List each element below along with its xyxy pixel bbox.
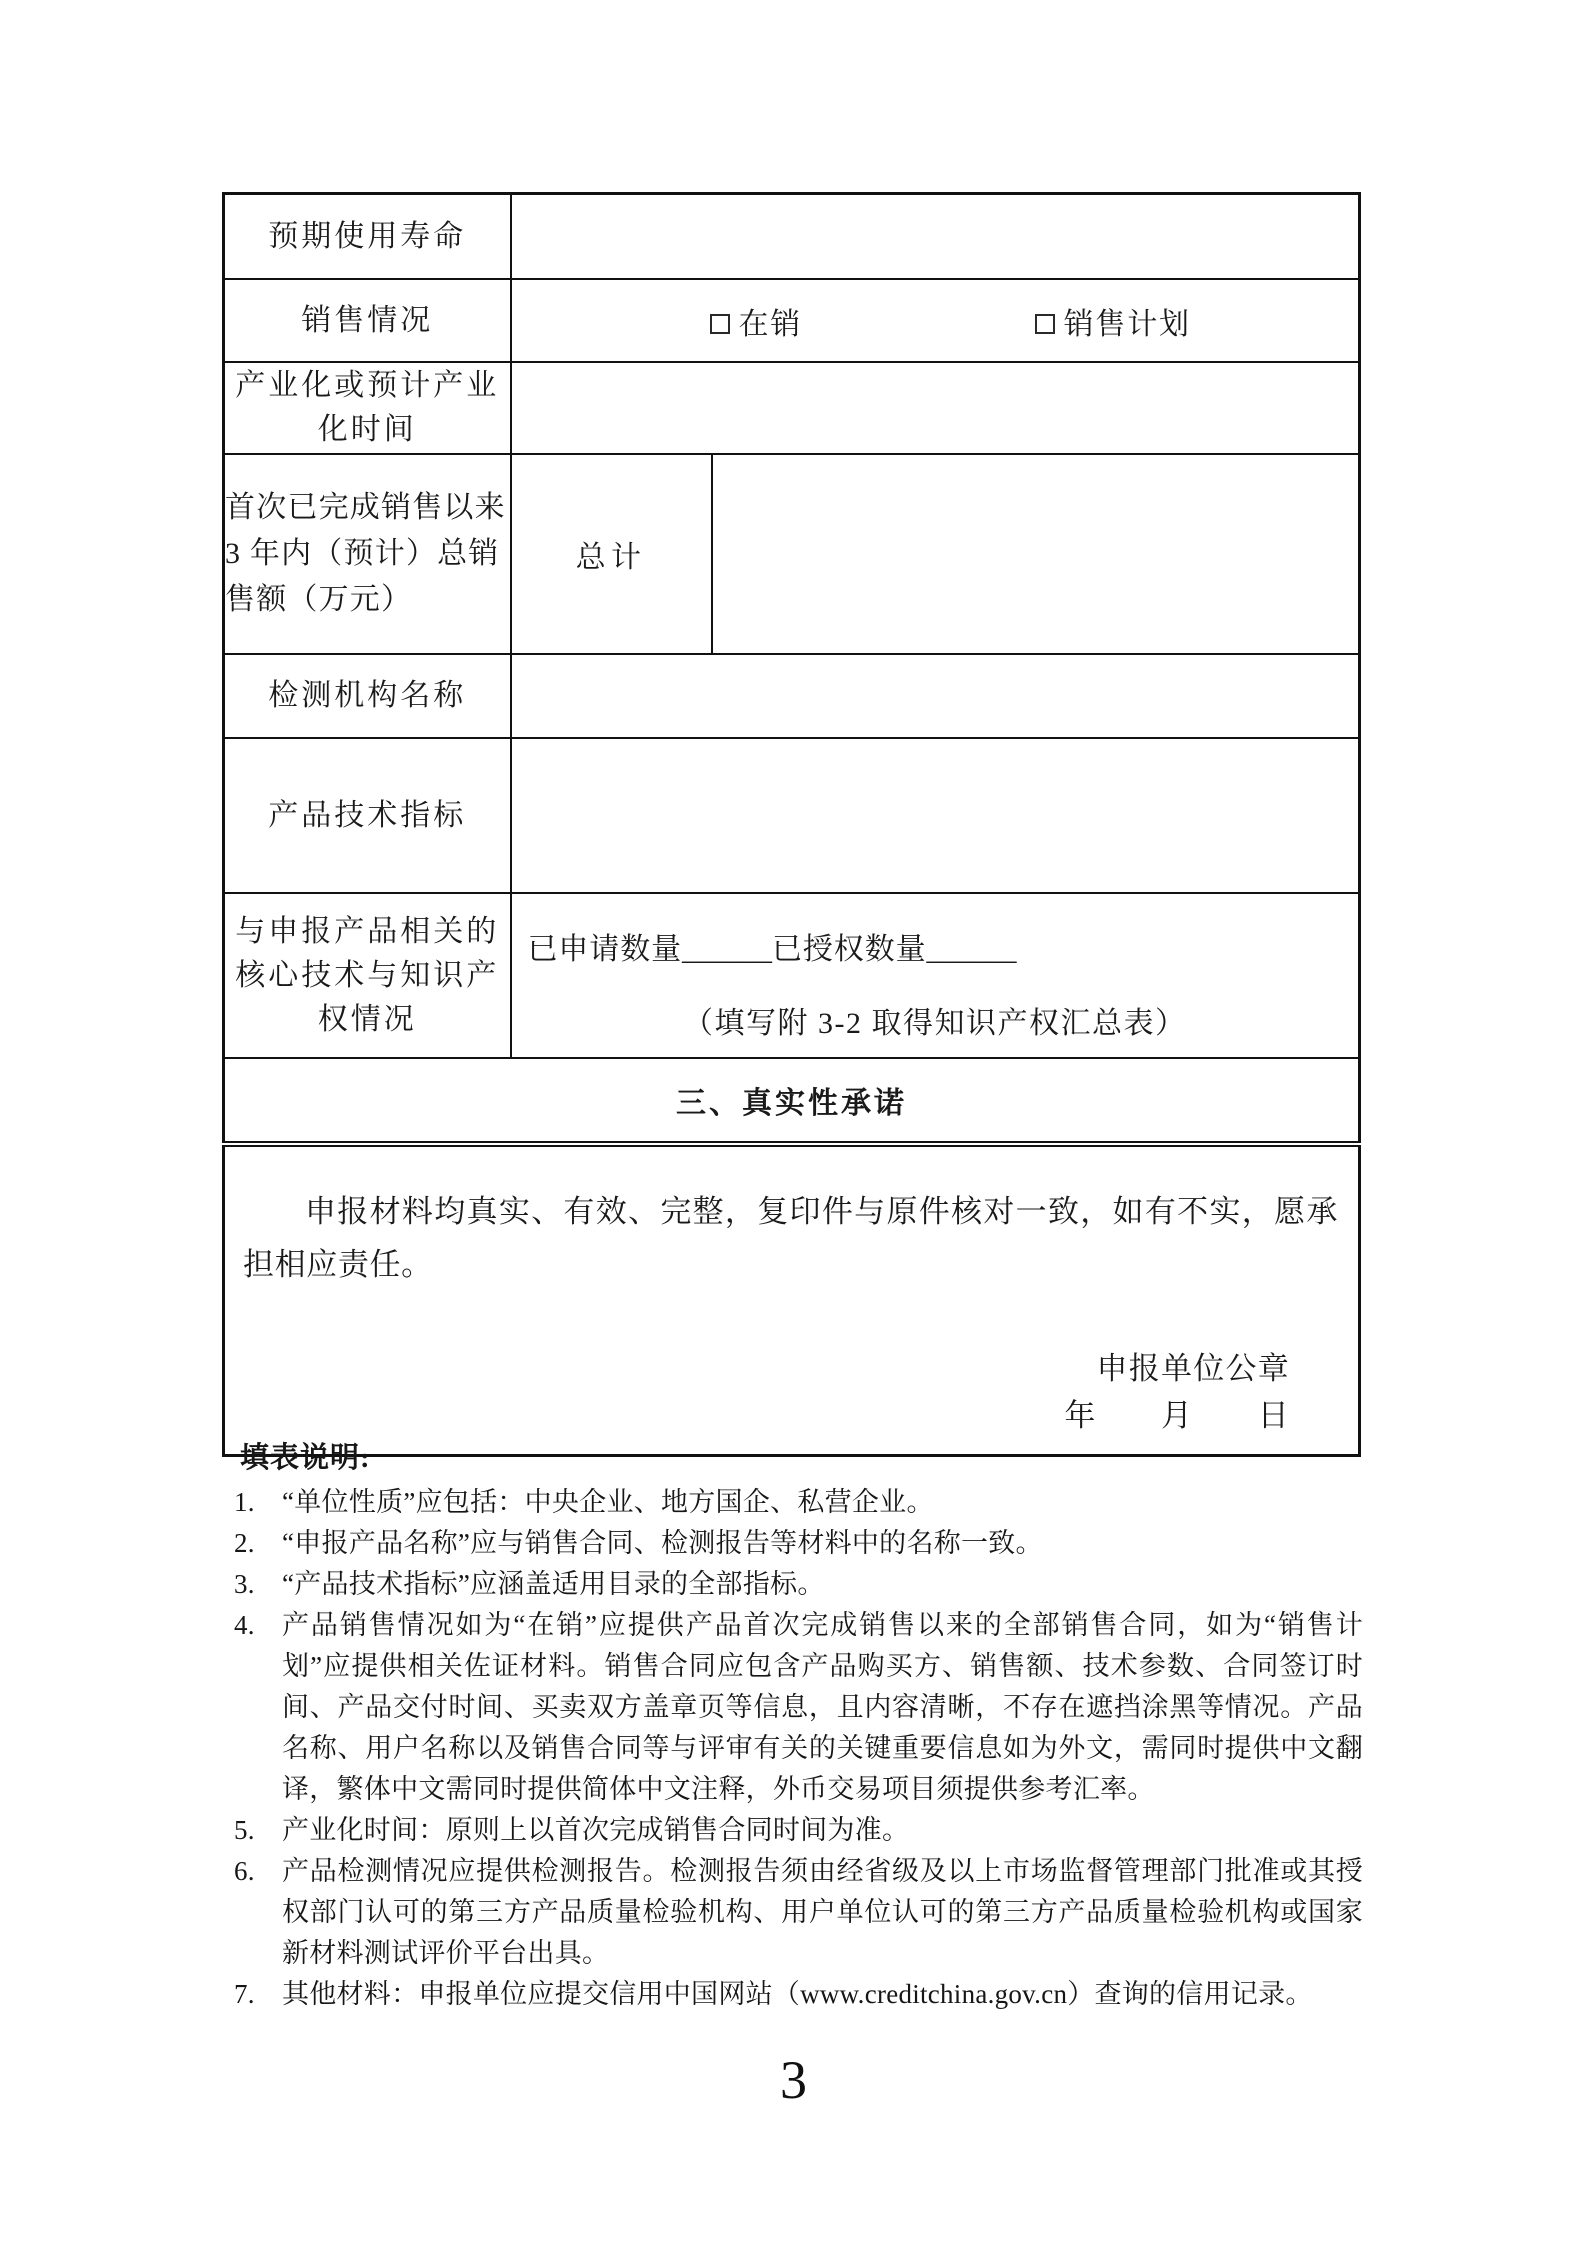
- expected-lifetime-value-cell: [511, 194, 1360, 280]
- item-number: 1.: [234, 1487, 255, 1517]
- item-text: “单位性质”应包括：中央企业、地方国企、私营企业。: [282, 1487, 934, 1517]
- list-item: [230, 1974, 1363, 2015]
- item-number: 5.: [234, 1815, 255, 1845]
- row-commitment: [224, 1144, 1360, 1456]
- item-text: “产品技术指标”应涵盖适用目录的全部指标。: [282, 1569, 825, 1599]
- option-sales-plan-label: 销售计划: [1063, 307, 1191, 341]
- total-sales-sublabel-cell: [511, 454, 712, 654]
- ip-attachment-note: （填写附 3-2 取得知识产权汇总表）: [683, 1006, 1187, 1040]
- row-tech-specs: [224, 738, 1360, 893]
- list-item: [230, 1605, 1363, 1810]
- application-form-table: [222, 192, 1361, 1457]
- total-sales-label-text: 首次已完成销售以来 3 年内（预计）总销售额（万元）: [225, 491, 506, 616]
- list-item: [230, 1810, 1363, 1851]
- row-sales-status: [224, 279, 1360, 362]
- form-instructions: [230, 1438, 1363, 2015]
- ip-status-value-cell: [511, 893, 1360, 1058]
- sales-status-value-cell: [511, 279, 1360, 362]
- instructions-title: 填表说明:: [240, 1442, 371, 1474]
- list-item: [230, 1523, 1363, 1564]
- item-text: 产品检测情况应提供检测报告。检测报告须由经省级及以上市场监督管理部门批准或其授权部门认可的第三方产品质量检验机构、用户单位认可的第三方产品质量检验机构或国家新材料测试评价平台出具。: [282, 1856, 1363, 1968]
- authenticity-section-title: 三、真实性承诺: [224, 1058, 1360, 1144]
- ip-granted-label: 已授权数量: [772, 932, 927, 966]
- item-text: “申报产品名称”应与销售合同、检测报告等材料中的名称一致。: [282, 1528, 1043, 1558]
- checkbox-icon: [710, 314, 730, 334]
- item-number: 4.: [234, 1610, 255, 1640]
- ip-status-label: [224, 893, 511, 1058]
- sales-status-label: [224, 279, 511, 362]
- industrialization-value-cell: [511, 362, 1360, 454]
- row-section-header: [224, 1058, 1360, 1144]
- page-number: 3: [780, 2050, 807, 2110]
- testing-agency-value-cell: [511, 654, 1360, 738]
- item-number: 7.: [234, 1979, 255, 2009]
- ip-granted-blank: ______: [926, 932, 1017, 966]
- testing-agency-label: [224, 654, 511, 738]
- total-sales-value-cell: [712, 454, 1360, 654]
- tech-specs-label: [224, 738, 511, 893]
- list-item: [230, 1482, 1363, 1523]
- option-on-sale-label: 在销: [738, 307, 803, 341]
- item-text: 其他材料：申报单位应提交信用中国网站（www.creditchina.gov.cn）查询的信用记录。: [282, 1979, 1313, 2009]
- item-number: 6.: [234, 1856, 255, 1886]
- total-sales-sublabel-text: 总计: [575, 541, 647, 574]
- item-number: 2.: [234, 1528, 255, 1558]
- expected-lifetime-label-text: 预期使用寿命: [268, 219, 467, 253]
- checkbox-icon: [1035, 314, 1055, 334]
- row-ip-status: [224, 893, 1360, 1058]
- row-industrialization-time: [224, 362, 1360, 454]
- commitment-cell: [224, 1144, 1360, 1456]
- row-expected-lifetime: [224, 194, 1360, 280]
- ip-applied-label: 已申请数量: [527, 932, 682, 966]
- item-text: 产品销售情况如为“在销”应提供产品首次完成销售以来的全部销售合同，如为“销售计划”应提供相关佐证材料。销售合同应包含产品购买方、销售额、技术参数、合同签订时间、产品交付时间、买卖双方盖章页等信息，且内容清晰，不存在遮挡涂黑等情况。产品名称、用户名称以及销售合同等与评审有关的关键重要信息如为外文，需同时提供中文翻译，繁体中文需同时提供简体中文注释，外币交易项目须提供参考汇率。: [282, 1610, 1363, 1804]
- row-testing-agency: [224, 654, 1360, 738]
- total-sales-label: [224, 454, 511, 654]
- expected-lifetime-label: [224, 194, 511, 280]
- item-number: 3.: [234, 1569, 255, 1599]
- date-line: 年 月 日: [1064, 1397, 1290, 1433]
- tech-specs-value-cell: [511, 738, 1360, 893]
- item-text: 产业化时间：原则上以首次完成销售合同时间为准。: [282, 1815, 910, 1845]
- ip-status-label-text: 与申报产品相关的核心技术与知识产权情况: [235, 914, 500, 1036]
- option-sales-plan: [1035, 299, 1191, 343]
- ip-applied-blank: ______: [682, 932, 772, 966]
- seal-label: 申报单位公章: [1096, 1350, 1290, 1386]
- industrialization-label: [224, 362, 511, 454]
- testing-agency-label-text: 检测机构名称: [268, 679, 467, 712]
- row-total-sales: [224, 454, 1360, 654]
- ip-counts-line: [528, 924, 1359, 968]
- option-on-sale: [710, 299, 803, 343]
- seal-block: [225, 1345, 1358, 1439]
- list-item: [230, 1564, 1363, 1605]
- tech-specs-label-text: 产品技术指标: [268, 798, 467, 832]
- industrialization-label-text: 产业化或预计产业化时间: [235, 369, 500, 446]
- list-item: [230, 1851, 1363, 1974]
- commitment-text: 申报材料均真实、有效、完整，复印件与原件核对一致，如有不实，愿承担相应责任。: [243, 1193, 1338, 1282]
- sales-status-label-text: 销售情况: [301, 303, 434, 337]
